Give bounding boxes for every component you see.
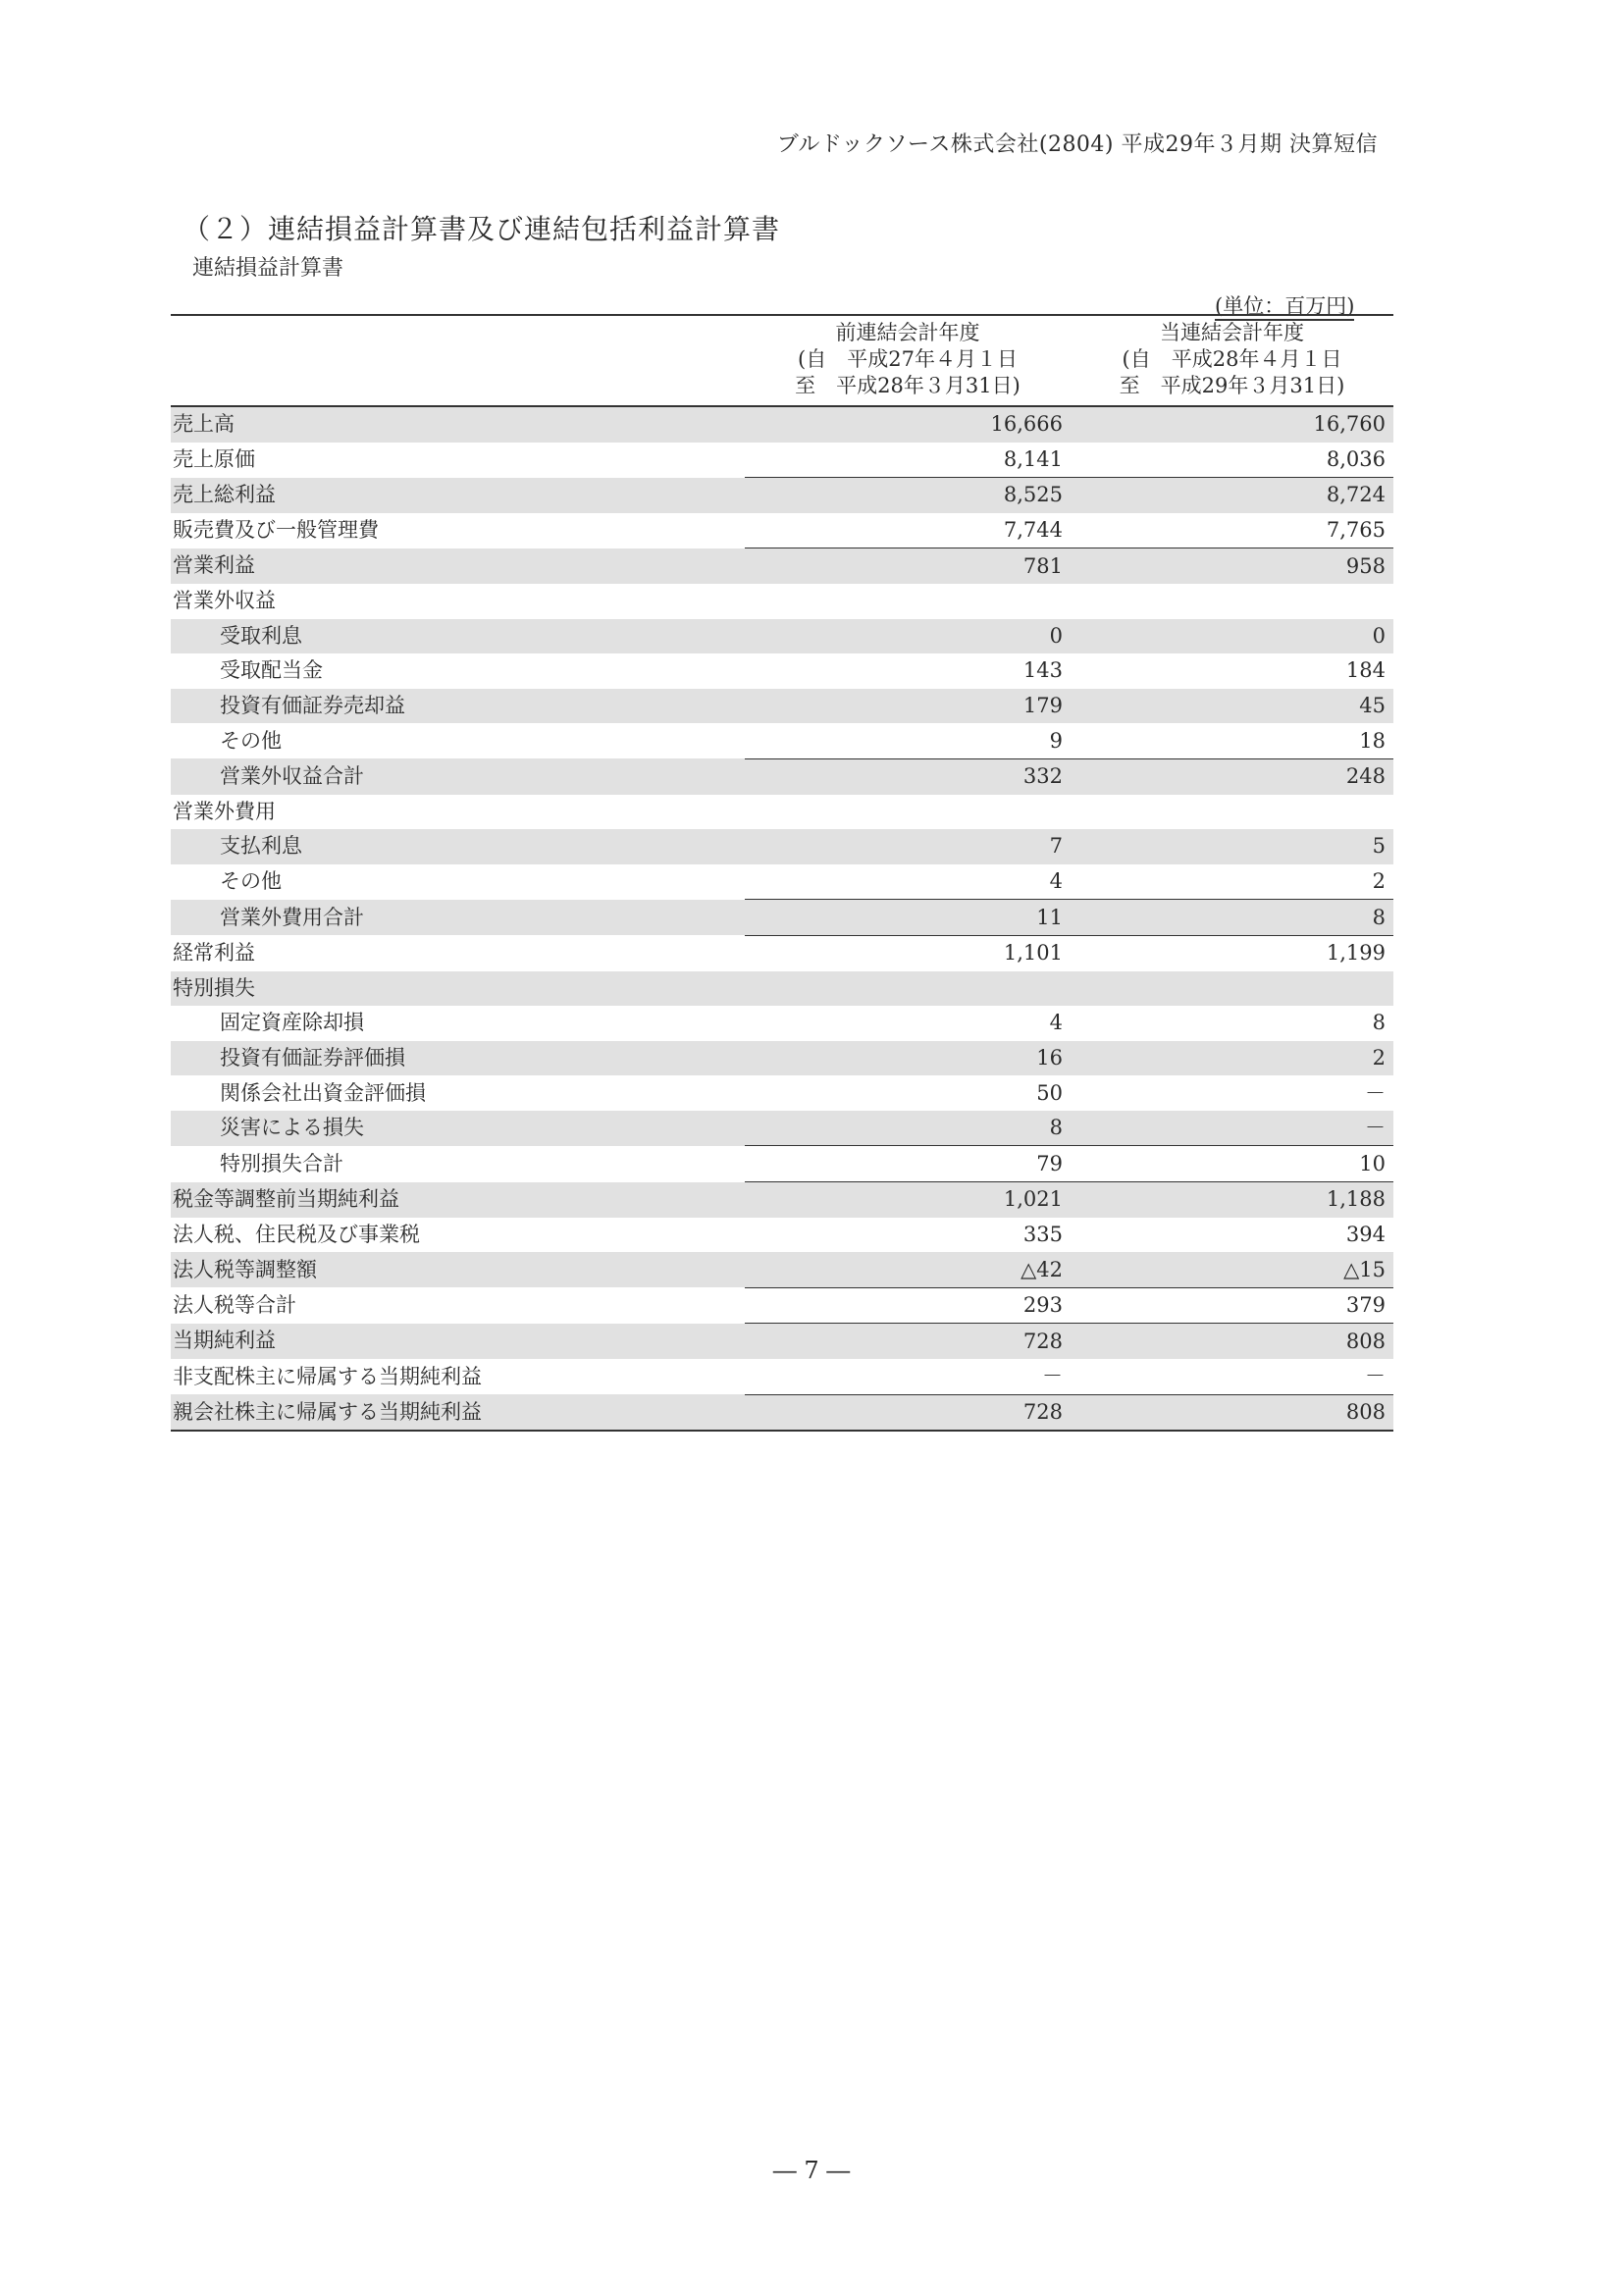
prev-value: 781 bbox=[745, 548, 1071, 584]
prev-value: 179 bbox=[745, 689, 1071, 724]
row-label: 関係会社出資金評価損 bbox=[220, 1080, 426, 1105]
prev-value: 0 bbox=[745, 619, 1071, 654]
curr-value: 5 bbox=[1071, 829, 1393, 864]
prev-value: 143 bbox=[1022, 658, 1063, 683]
prev-value: 8,141 bbox=[745, 443, 1071, 478]
row-label: 受取配当金 bbox=[220, 658, 323, 683]
row-label: 当期純利益 bbox=[171, 1324, 745, 1359]
curr-value: 10 bbox=[1071, 1146, 1393, 1182]
curr-value: 8 bbox=[1372, 1011, 1386, 1035]
table-row bbox=[171, 971, 1393, 1007]
row-label: 特別損失合計 bbox=[220, 1151, 343, 1175]
table-row bbox=[171, 1252, 1393, 1287]
curr-value: 8,036 bbox=[1071, 443, 1393, 478]
prev-period-title: 前連結会計年度 bbox=[835, 321, 980, 344]
row-label: 親会社株主に帰属する当期純利益 bbox=[171, 1394, 745, 1431]
curr-value bbox=[1071, 971, 1393, 1007]
income-statement-table bbox=[171, 314, 1393, 1432]
column-header-row bbox=[171, 316, 1393, 406]
statement-title: 連結損益計算書 bbox=[192, 256, 344, 281]
curr-value: 45 bbox=[1071, 689, 1393, 724]
table-row bbox=[171, 689, 1393, 724]
table-row bbox=[171, 900, 1393, 936]
curr-period-header bbox=[1071, 316, 1393, 406]
curr-value: － bbox=[1365, 1080, 1386, 1105]
prev-value: 8,525 bbox=[745, 478, 1071, 513]
prev-value: － bbox=[745, 1359, 1071, 1394]
curr-value: 184 bbox=[1345, 658, 1386, 683]
curr-value: 958 bbox=[1071, 548, 1393, 584]
page-number: ― 7 ― bbox=[772, 2157, 851, 2184]
row-label: 営業外収益 bbox=[173, 589, 276, 613]
prev-value: 293 bbox=[745, 1287, 1071, 1324]
curr-value: － bbox=[1071, 1111, 1393, 1146]
curr-value: 2 bbox=[1071, 864, 1393, 900]
curr-value bbox=[1071, 795, 1393, 830]
curr-period-from: (自 平成28年４月１日 bbox=[1122, 347, 1342, 371]
table-row bbox=[171, 584, 1393, 619]
curr-value: 379 bbox=[1071, 1287, 1393, 1324]
curr-value: 808 bbox=[1071, 1394, 1393, 1431]
curr-value: 16,760 bbox=[1071, 406, 1393, 443]
curr-value: 2 bbox=[1071, 1041, 1393, 1076]
row-label: 売上高 bbox=[171, 406, 745, 443]
table-row bbox=[171, 723, 1393, 758]
prev-value: 335 bbox=[1022, 1222, 1063, 1246]
table-row bbox=[171, 1359, 1393, 1394]
unit-text: (単位：百万円) bbox=[1215, 294, 1354, 321]
prev-period-header bbox=[745, 316, 1071, 406]
table-row bbox=[171, 1041, 1393, 1076]
curr-value bbox=[1071, 584, 1393, 619]
row-label: 受取利息 bbox=[171, 619, 745, 654]
row-label: 投資有価証券売却益 bbox=[171, 689, 745, 724]
prev-value: 79 bbox=[745, 1146, 1071, 1182]
curr-value: 1,188 bbox=[1071, 1182, 1393, 1218]
prev-value bbox=[745, 971, 1071, 1007]
table-row bbox=[171, 443, 1393, 478]
table-row bbox=[171, 1287, 1393, 1324]
row-label: 非支配株主に帰属する当期純利益 bbox=[173, 1364, 482, 1388]
prev-value: 16 bbox=[745, 1041, 1071, 1076]
prev-value: 11 bbox=[745, 900, 1071, 936]
table-row bbox=[171, 829, 1393, 864]
row-label: 投資有価証券評価損 bbox=[171, 1041, 745, 1076]
income-statement-table-wrapper bbox=[171, 314, 1393, 1432]
prev-value: 728 bbox=[745, 1324, 1071, 1359]
prev-value: 9 bbox=[745, 723, 1071, 758]
prev-value bbox=[745, 584, 1071, 619]
row-label: 経常利益 bbox=[173, 940, 255, 965]
curr-value: 0 bbox=[1071, 619, 1393, 654]
row-label: 売上原価 bbox=[173, 447, 255, 472]
curr-value: 808 bbox=[1071, 1324, 1393, 1359]
row-label: 営業外費用合計 bbox=[171, 900, 745, 936]
row-label: 法人税等合計 bbox=[173, 1293, 296, 1318]
table-row bbox=[171, 1111, 1393, 1146]
prev-value: 50 bbox=[1036, 1080, 1063, 1105]
row-label: 営業外収益合計 bbox=[171, 758, 745, 794]
prev-value: △42 bbox=[745, 1252, 1071, 1287]
curr-value: 8,724 bbox=[1071, 478, 1393, 513]
table-row bbox=[171, 548, 1393, 584]
row-label: 法人税等調整額 bbox=[171, 1252, 745, 1287]
label-column-header bbox=[171, 316, 745, 406]
table-row bbox=[171, 513, 1393, 548]
table-row bbox=[171, 1146, 1393, 1182]
table-row bbox=[171, 653, 1393, 689]
row-label: 営業外費用 bbox=[173, 799, 276, 823]
row-label: 営業利益 bbox=[171, 548, 745, 584]
row-label: その他 bbox=[220, 728, 282, 753]
table-row bbox=[171, 795, 1393, 830]
table-row bbox=[171, 1394, 1393, 1431]
table-row bbox=[171, 864, 1393, 900]
curr-value: 18 bbox=[1071, 723, 1393, 758]
row-label: 法人税、住民税及び事業税 bbox=[173, 1222, 420, 1246]
curr-value: 1,199 bbox=[1326, 941, 1386, 965]
row-label: 税金等調整前当期純利益 bbox=[171, 1182, 745, 1218]
prev-value: 8 bbox=[745, 1111, 1071, 1146]
prev-value: 7 bbox=[745, 829, 1071, 864]
row-label: 支払利息 bbox=[171, 829, 745, 864]
document-header: ブルドックソース株式会社(2804) 平成29年３月期 決算短信 bbox=[776, 132, 1378, 157]
prev-period-to: 至 平成28年３月31日) bbox=[795, 374, 1021, 397]
prev-value: 16,666 bbox=[745, 406, 1071, 443]
prev-value: 1,021 bbox=[745, 1182, 1071, 1218]
row-label: 災害による損失 bbox=[171, 1111, 745, 1146]
table-row bbox=[171, 1075, 1393, 1111]
curr-value: 394 bbox=[1345, 1222, 1386, 1246]
table-row bbox=[171, 1006, 1393, 1041]
table-row bbox=[171, 758, 1393, 794]
table-row bbox=[171, 619, 1393, 654]
section-title: （２）連結損益計算書及び連結包括利益計算書 bbox=[183, 213, 781, 245]
table-row bbox=[171, 1218, 1393, 1253]
table-row bbox=[171, 1324, 1393, 1359]
prev-period-from: (自 平成27年４月１日 bbox=[798, 347, 1018, 371]
curr-period-title: 当連結会計年度 bbox=[1160, 321, 1304, 344]
row-label: 売上総利益 bbox=[171, 478, 745, 513]
table-row bbox=[171, 406, 1393, 443]
curr-value: 8 bbox=[1071, 900, 1393, 936]
table-row bbox=[171, 935, 1393, 970]
prev-value: 4 bbox=[745, 864, 1071, 900]
table-row bbox=[171, 478, 1393, 513]
curr-period-to: 至 平成29年３月31日) bbox=[1119, 374, 1345, 397]
prev-value bbox=[745, 795, 1071, 830]
row-label: 特別損失 bbox=[171, 971, 745, 1007]
table-row bbox=[171, 1182, 1393, 1218]
row-label: 販売費及び一般管理費 bbox=[173, 518, 379, 543]
prev-value: 1,101 bbox=[1003, 941, 1063, 965]
curr-value: △15 bbox=[1071, 1252, 1393, 1287]
prev-value: 332 bbox=[745, 758, 1071, 794]
curr-value: － bbox=[1071, 1359, 1393, 1394]
row-label: 固定資産除却損 bbox=[220, 1011, 364, 1035]
prev-value: 4 bbox=[1049, 1011, 1063, 1035]
row-label: その他 bbox=[220, 869, 282, 894]
curr-value: 248 bbox=[1071, 758, 1393, 794]
curr-value: 7,765 bbox=[1071, 513, 1393, 548]
prev-value: 728 bbox=[745, 1394, 1071, 1431]
prev-value: 7,744 bbox=[745, 513, 1071, 548]
